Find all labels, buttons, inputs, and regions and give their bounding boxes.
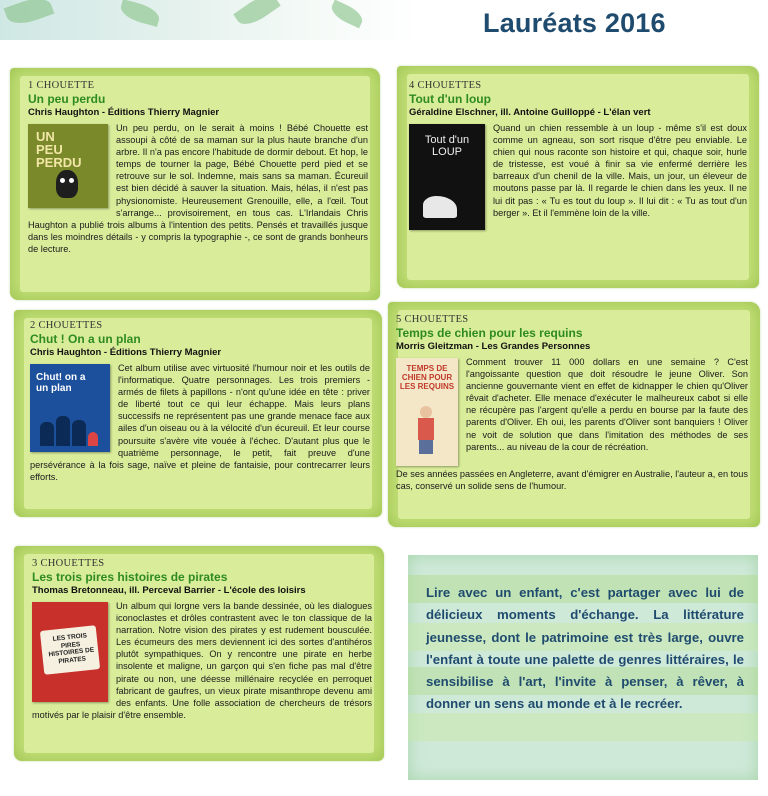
leaf-decoration <box>233 0 281 31</box>
book-byline: Thomas Bretonneau, ill. Perceval Barrier - L'école des loisirs <box>32 585 306 596</box>
rank-label: 2 CHOUETTES <box>30 320 103 331</box>
book-title: Tout d'un loup <box>409 92 491 106</box>
rank-label: 4 CHOUETTES <box>409 80 482 91</box>
boy-illustration <box>416 406 436 454</box>
book-card <box>397 66 759 288</box>
header-watercolor <box>0 0 420 40</box>
page-title: Lauréats 2016 <box>483 8 666 38</box>
book-title: Les trois pires histoires de pirates <box>32 570 228 584</box>
book-card <box>14 310 382 517</box>
book-review: Un peu perdu, on le serait à moins ! Bébé Chouette est assoupi à côté de sa maman sur la plus haute branche d'un arbre. Il n'a pas encore l'habitude de dormir debout. Et hop, le temps de tourner la page, Bébé Chouette perd pied et se retrouve sur le sol. Indemne, mais sans sa maman. Écureuil est bien décidé à sauver la situation. Mais, hélas, il n'est pas physionomiste. Heureusement Grenouille, elle, a l'œil. Tout s'arrange... provisoirement, en tous cas. L'Irlandais Chris Haughton a publié trois albums à l'intention des petits. Pensés et travaillés jusque dans les moindres détails - y compris la typographie -, ce sont de grands bonheurs de lecture. <box>28 123 368 254</box>
book-title: Un peu perdu <box>28 92 106 106</box>
rank-label: 3 CHOUETTES <box>32 558 105 569</box>
leaf-decoration <box>328 0 366 28</box>
leaf-decoration <box>4 0 55 29</box>
book-byline: Géraldine Elschner, ill. Antoine Guilloppé - L'élan vert <box>409 107 651 118</box>
quote-band <box>408 713 758 741</box>
book-cover <box>32 602 108 702</box>
book-card <box>14 546 384 761</box>
rank-label: 1 CHOUETTE <box>28 80 95 91</box>
characters-illustration <box>40 416 100 446</box>
book-card <box>388 302 760 527</box>
book-byline: Morris Gleitzman - Les Grandes Personnes <box>396 341 591 352</box>
cover-title: TEMPS DE CHIEN POUR LES REQUINS <box>399 364 455 391</box>
book-review: Cet album utilise avec virtuosité l'humour noir et les outils de l'informatique. Quatre personnages. Les trois premiers - armés de filets à papillons - n'ont qu'une idée en tête : priver de liberté tout ce qui leur échappe. Mais leurs plans successifs ne représentent pas une grande menace face aux ailes d'un oiseau ou à la vélocité d'un écureuil. Et leur course poursuite s'avère vite vouée à l'échec. D'autant plus que le quatrième personnage, le petit, fait preuve d'une persévérance à la fois sage, naïve et pleine de fantaisie, pour contrecarrer leurs efforts. <box>30 363 370 482</box>
book-cover <box>409 124 485 230</box>
cover-title: Chut! on a un plan <box>36 372 86 394</box>
book-cover <box>30 364 110 452</box>
quote-text: Lire avec un enfant, c'est partager avec lui de délicieux moments d'échange. La littérature jeunesse, dont le patrimoine est très large, ouvre l'enfant à toute une palette de genres littéraires, le sensibilise à l'art, l'invite à penser, à rêver, à donner un sens au monde et à le recréer. <box>426 585 744 712</box>
book-title: Temps de chien pour les requins <box>396 326 583 340</box>
book-byline: Chris Haughton - Éditions Thierry Magnier <box>30 347 222 358</box>
quote-box <box>408 555 758 780</box>
book-card <box>10 68 380 300</box>
book-title: Chut ! On a un plan <box>30 332 141 346</box>
book-review: Quand un chien ressemble à un loup - même s'il est doux comme un agneau, son sort risque d'être peu enviable. Le chien qui nous raconte son histoire et qui, chaque soir, hurle de tristesse, est voué à finir sa vie enfermé derrière les barreaux d'un chenil de la ville. Mais, un jour, un éleveur de moutons passe par là. Il regarde le chien dans les yeux. Il ne lui dit pas : « Tu es tout du loup ». Il lui dit : « Tu as tout d'un berger ». Et il l'emmène loin de la ville. <box>493 123 747 218</box>
cover-title: UN PEU PERDU <box>36 129 82 170</box>
wolf-illustration <box>423 196 457 218</box>
book-review: Un album qui lorgne vers la bande dessinée, où les dialogues iconoclastes et drôles contrastent avec le ton classique de la narration. Notre vision des pirates y est rudement bousculée. Les écumeurs des mers deviennent ici des sortes d'antihéros plutôt sympathiques. On y rencontre une pirate en herbe insolente et maligne, un garçon qui s'en fiche pas mal d'être pirate ou non, une déesse millénaire recyclée en perroquet fabricant de gaufres, un vieux pirate misanthrope devenu ami des enfants. Une folle association de chercheurs de trésors motivés par le plaisir d'être ensemble. <box>32 601 372 720</box>
cover-title: Tout d'un LOUP <box>424 134 470 158</box>
book-cover <box>28 124 108 208</box>
book-review: Comment trouver 11 000 dollars en une semaine ? C'est l'angoissante question que doit résoudre le jeune Oliver. Son ancienne gouvernante vient en effet de kidnapper le chien qu'Oliver rêvait d'acheter. Elle menace d'exécuter le malheureux cabot si elle ne récupère pas l'argent qu'elle a perdu en bourse par la faute des parents d'Oliver. Eh oui, les parents d'Oliver sont banquiers ! Oliver ne voit de solution que dans l'imitation des méthodes de ses parents... au niveau de la cour de récréation. <box>466 357 748 452</box>
book-cover <box>396 358 458 466</box>
book-byline: Chris Haughton - Éditions Thierry Magnier <box>28 107 220 118</box>
rank-label: 5 CHOUETTES <box>396 314 469 325</box>
leaf-decoration <box>118 0 161 27</box>
owl-illustration <box>56 170 78 198</box>
book-review-extra: De ses années passées en Angleterre, avant d'émigrer en Australie, l'auteur a, en tous cas, conservé un solide sens de l'humour. <box>396 469 748 492</box>
cover-title: LES TROIS PIRES HISTOIRES DE PIRATES <box>48 632 95 665</box>
